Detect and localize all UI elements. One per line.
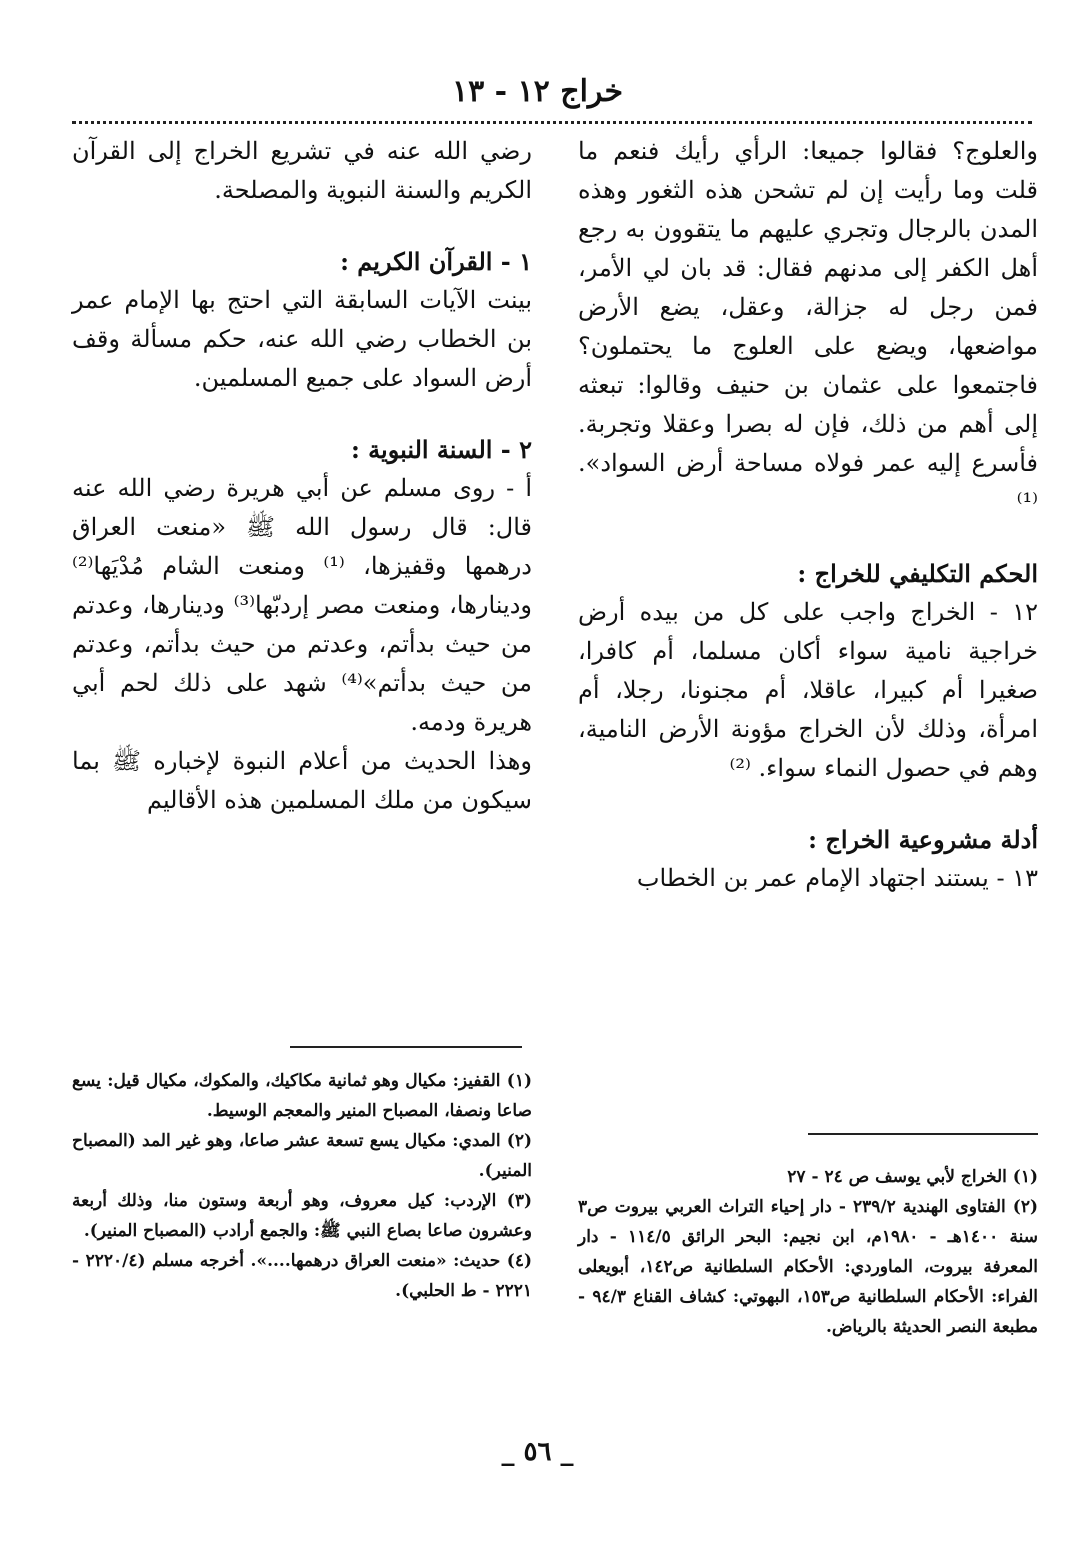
footnotes-left [72,1066,532,1306]
footnotes-right [578,1162,1038,1342]
footnote-item: (٤) حديث: «منعت العراق درهمها....». أخرجه مسلم (٢٢٢٠/٤ - ٢٢٢١ - ط الحلبي). [72,1251,532,1301]
right-paragraph-3: ١٣ - يستند اجتهاد الإمام عمر بن الخطاب [636,864,1038,892]
footnote-item: (٢) الفتاوى الهندية ٢٣٩/٢ - دار إحياء التراث العربي بيروت ص٣ سنة ١٤٠٠هـ - ١٩٨٠م، ابن نجيم: البحر الرائق ١١٤/٥ - دار المعرفة بيروت، الماوردي: الأحكام السلطانية ص١٤٢، أبويعلى الفراء: الأحكام السلطانية ص١٥٣، البهوتي: كشاف القناع ٩٤/٣ - مطبعة النصر الحديثة بالرياض. [578,1197,1039,1337]
footnote-item: (١) القفيز: مكيال وهو ثمانية مكاكيك، والمكوك، مكيال قيل: يسع صاعا ونصفا، المصباح المنير والمعجم الوسيط. [72,1071,532,1121]
page-number: _ ٥٦ _ [501,1437,574,1467]
left-heading-2: ٢ - السنة النبوية : [350,435,532,464]
left-paragraph-1: رضي الله عنه في تشريع الخراج إلى القرآن الكريم والسنة النبوية والمصلحة. [72,137,532,204]
footnote-rule-left [290,1046,522,1048]
footnote-rule-right [808,1133,1038,1135]
right-paragraph-2: ١٢ - الخراج واجب على كل من بيده أرض خراجية نامية سواء أكان مسلما، أم كافرا، صغيرا أم كبيرا، عاقلا، أم مجنونا، رجلا، أم امرأة، وذلك لأن الخراج مؤونة الأرض النامية، وهم في حصول النماء سواء. ⁽²⁾ [578,598,1038,782]
left-column [72,132,532,820]
footnote-item: (٢) المدي: مكيال يسع تسعة عشر صاعا، وهو غير المد (المصباح المنير). [72,1131,532,1181]
right-paragraph-1: والعلوج؟ فقالوا جميعا: الرأي رأيك فنعم ما قلت وما رأيت إن لم تشحن هذه الثغور وهذه المدن بالرجال وتجري عليهم ما يتقوون به رجع أهل الكفر إلى مدنهم فقال: قد بان لي الأمر، فمن رجل له جزالة، وعقل، يضع الأرض مواضعها، ويضع على العلوج ما يحتملون؟ فاجتمعوا على عثمان بن حنيف وقالوا: تبعثه إلى أهم من ذلك، فإن له بصرا وعقلا وتجربة. فأسرع إليه عمر فولاه مساحة أرض السواد». ⁽¹⁾ [578,137,1038,516]
right-column [578,132,1038,898]
running-title: خراج ١٢ - ١٣ [451,74,624,109]
left-paragraph-2: بينت الآيات السابقة التي احتج بها الإمام عمر بن الخطاب رضي الله عنه، حكم مسألة وقف أرض السواد على جميع المسلمين. [72,286,532,392]
footnote-item: (٣) الإردب: كيل معروف، وهو أربعة وستون منا، وذلك أربعة وعشرون صاعا بصاع النبي ﷺ: والجمع أرادب (المصباح المنير). [72,1191,532,1241]
right-heading-2: أدلة مشروعية الخراج : [808,825,1038,854]
footnote-item: (١) الخراج لأبي يوسف ص ٢٤ - ٢٧ [787,1167,1038,1187]
left-heading-1: ١ - القرآن الكريم : [340,247,532,276]
left-paragraph-4: وهذا الحديث من أعلام النبوة لإخباره ﷺ بما سيكون من ملك المسلمين هذه الأقاليم [72,747,532,814]
right-heading-1: الحكم التكليفي للخراج : [797,559,1038,588]
header-dotted-rule [72,121,1032,124]
left-paragraph-3: أ - روى مسلم عن أبي هريرة رضي الله عنه قال: قال رسول الله ﷺ «منعت العراق درهمها وقفيزها، ⁽¹⁾ ومنعت الشام مُدْيَها⁽²⁾ ودينارها، ومنعت مصر إردبّها⁽³⁾ ودينارها، وعدتم من حيث بدأتم، وعدتم من حيث بدأتم، وعدتم من حيث بدأتم»⁽⁴⁾ شهد على ذلك لحم أبي هريرة ودمه. [72,474,533,736]
